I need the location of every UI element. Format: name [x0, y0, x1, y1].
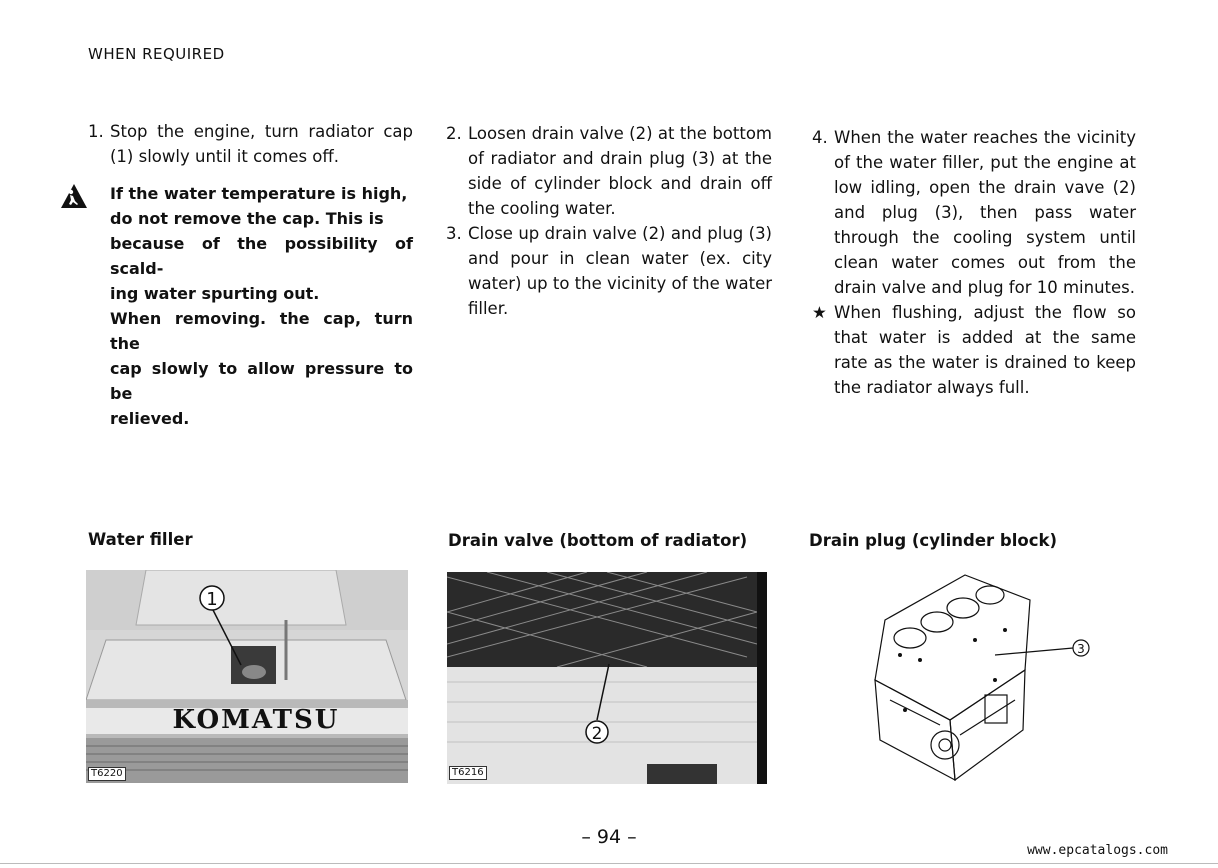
callout-3: 3: [1077, 642, 1085, 656]
warning-line-2: do not remove the cap. This is: [110, 209, 384, 228]
warning-line-7: relieved.: [110, 409, 190, 428]
warning-line-1: If the water temperature is high,: [110, 184, 408, 203]
column-3: [812, 125, 1136, 400]
step-4-number: 4.: [812, 128, 828, 147]
website-watermark: www.epcatalogs.com: [1027, 843, 1168, 858]
step-3: [446, 221, 772, 321]
callout-1: 1: [206, 589, 218, 610]
step-4: [812, 125, 1136, 300]
photo-code-t6220: T6220: [88, 767, 126, 781]
warning-block: [88, 181, 413, 431]
step-1-text: Stop the engine, turn radiator cap (1) slowly until it comes off.: [110, 122, 413, 166]
step-2: [446, 121, 772, 221]
step-2-number: 2.: [446, 124, 462, 143]
drain-valve-illustration: [447, 572, 767, 784]
figure-caption-drain-valve: Drain valve (bottom of radiator): [448, 531, 748, 550]
callout-2: 2: [591, 724, 603, 744]
figure-caption-drain-plug: Drain plug (cylinder block): [809, 531, 1057, 550]
star-icon: ★: [812, 303, 827, 322]
flushing-note-text: When flushing, adjust the flow so that water is added at the same rate as the water is drained to keep the radiator always full.: [834, 303, 1136, 397]
cylinder-block-illustration: [845, 560, 1095, 785]
step-4-text: When the water reaches the vicinity of the water filler, put the engine at low idling, open the drain vave (2) and plug (3), then pass water through the cooling system until clean water comes out from the drain valve and plug for 10 minutes.: [834, 128, 1136, 297]
section-header: WHEN REQUIRED: [88, 45, 225, 63]
warning-line-5: When removing. the cap, turn the: [110, 309, 413, 353]
column-1: [88, 119, 413, 431]
page-bottom-divider: [0, 863, 1218, 864]
warning-line-4: ing water spurting out.: [110, 284, 320, 303]
step-3-text: Close up drain valve (2) and plug (3) and pour in clean water (ex. city water) up to the vicinity of the water filler.: [468, 224, 773, 318]
komatsu-brand-text: KOMATSU: [172, 705, 340, 735]
step-1-number: 1.: [88, 122, 104, 141]
warning-line-3: because of the possibility of scald-: [110, 234, 413, 278]
step-1: [88, 119, 413, 169]
cylinder-block-drawing: [845, 560, 1095, 785]
photo-code-t6216: T6216: [449, 766, 487, 780]
warning-line-6: cap slowly to allow pressure to be: [110, 359, 413, 403]
flushing-note: [812, 300, 1136, 400]
step-2-text: Loosen drain valve (2) at the bottom of radiator and drain plug (3) at the side of cylinder block and drain off the cooling water.: [468, 124, 772, 218]
step-3-number: 3.: [446, 224, 462, 243]
water-filler-illustration: [86, 570, 408, 783]
page-number: – 94 –: [581, 826, 637, 848]
warning-triangle-icon: [60, 183, 88, 209]
column-2: [446, 121, 772, 321]
figure-caption-water-filler: Water filler: [88, 530, 193, 549]
water-filler-photo: [86, 570, 408, 783]
drain-valve-photo: [447, 572, 767, 784]
